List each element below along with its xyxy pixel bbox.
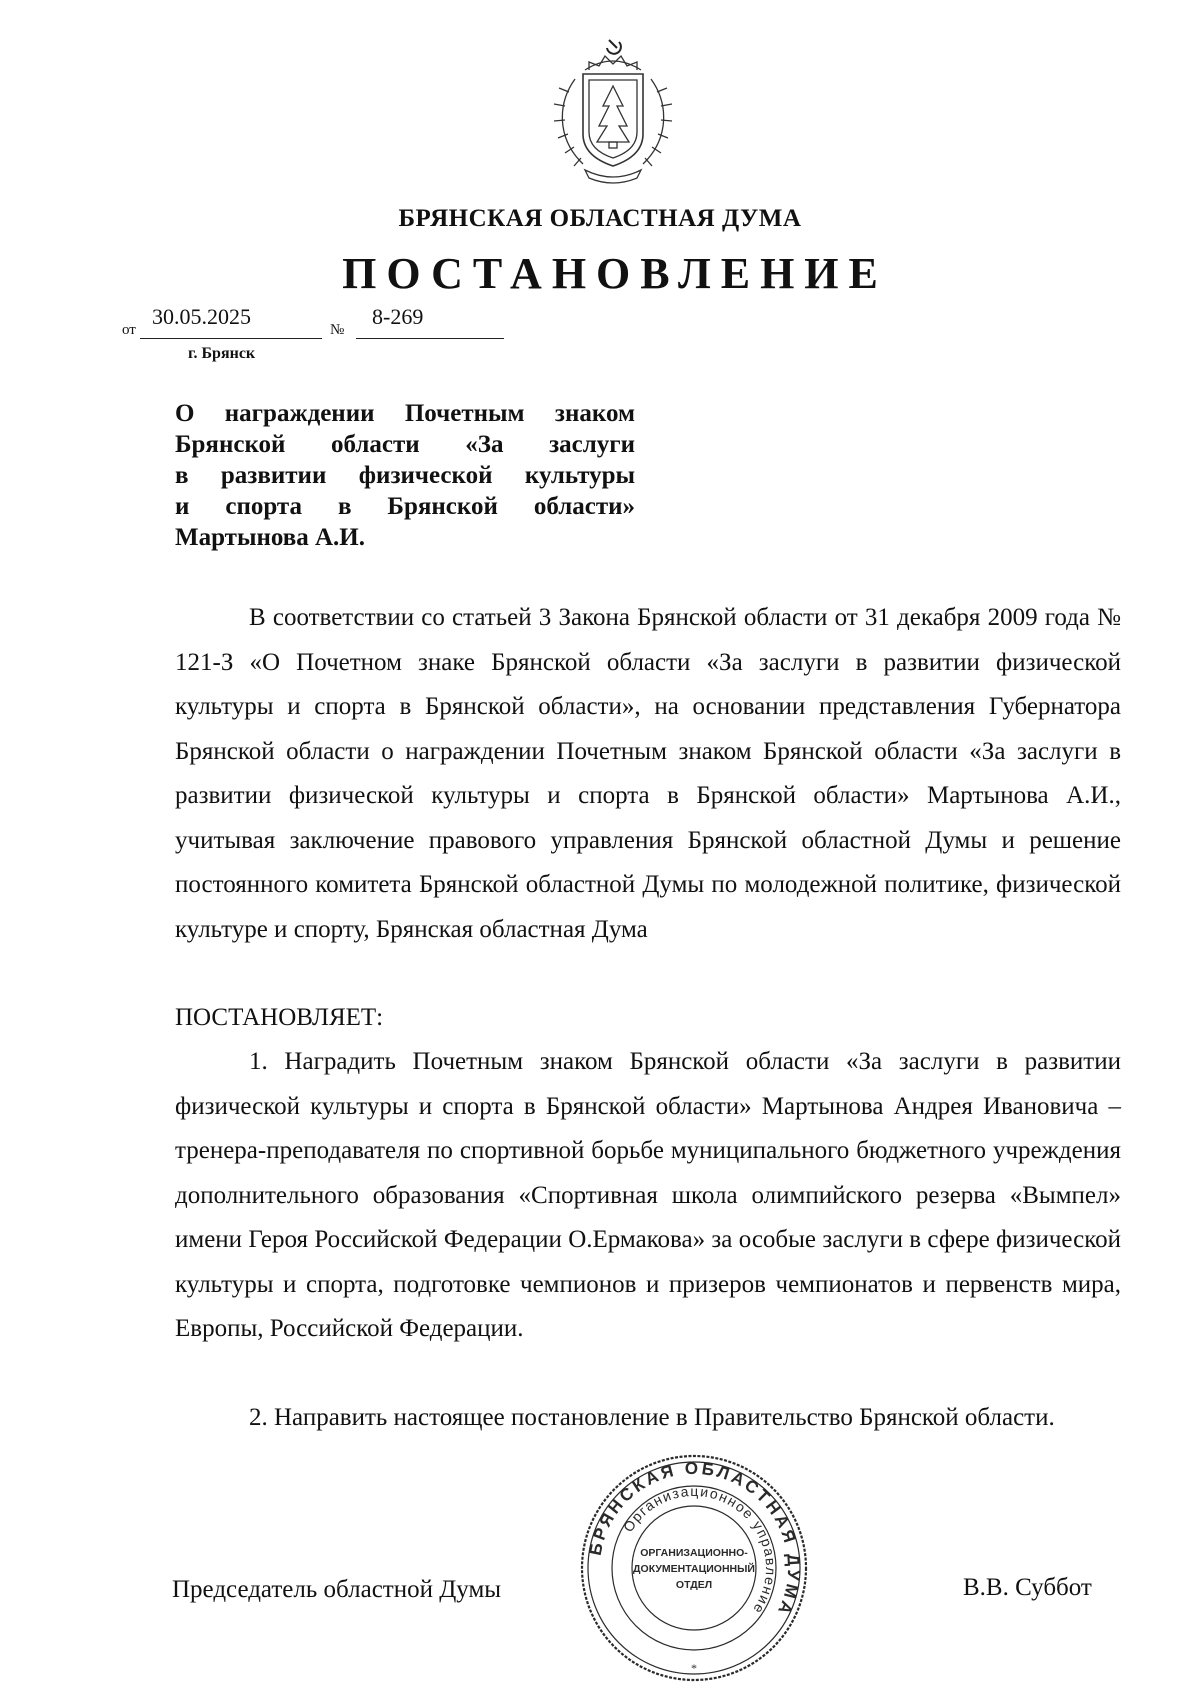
coat-of-arms-emblem xyxy=(545,34,681,184)
document-type: ПОСТАНОВЛЕНИЕ xyxy=(342,249,888,298)
item-2-paragraph xyxy=(175,1396,1121,1441)
subject-line: О награждении Почетным знаком xyxy=(175,400,635,427)
subject-line: Мартынова А.И. xyxy=(175,524,366,551)
seal-center-line: ОРГАНИЗАЦИОННО- xyxy=(640,1547,748,1559)
preamble-text: В соответствии со статьей 3 Закона Брянской области от 31 декабря 2009 года № 121-З «О Почетном знаке Брянской области «За заслуги в развитии физической культуры и спорта в Брянской области», на основании представления Губернатора Брянской области о награждении Почетным знаком Брянской области «За заслуги в развитии физической культуры и спорта в Брянской области» Мартынова А.И., учитывая заключение правового управления Брянской областной Думы и решение постоянного комитета Брянской областной Думы по молодежной политике, физической культуре и спорту, Брянская областная Дума xyxy=(175,604,1121,943)
seal-outer-text: БРЯНСКАЯ ОБЛАСТНАЯ ДУМА xyxy=(585,1458,804,1620)
date-underline xyxy=(140,338,322,339)
signatory-position: Председатель областной Думы xyxy=(172,1576,502,1603)
official-seal-stamp xyxy=(578,1452,810,1684)
seal-center-line: ДОКУМЕНТАЦИОННЫЙ xyxy=(633,1563,755,1575)
seal-middle-text: Организационное управление xyxy=(619,1482,780,1618)
document-date: 30.05.2025 xyxy=(152,304,251,329)
subject-line: в развитии физической культуры xyxy=(175,462,635,489)
city-name: г. Брянск xyxy=(188,345,256,362)
document-number: 8-269 xyxy=(372,304,424,329)
resolves-heading xyxy=(175,996,1121,1041)
subject-line: Брянской области «За заслуги xyxy=(175,431,635,458)
organization-name: БРЯНСКАЯ ОБЛАСТНАЯ ДУМА xyxy=(398,205,802,232)
seal-star-icon: * xyxy=(691,1661,697,1675)
seal-center-line: ОТДЕЛ xyxy=(675,1579,713,1591)
item-1-text: 1. Наградить Почетным знаком Брянской области «За заслуги в развитии физической культуры и спорта в Брянской области» Мартынова Андрея Ивановича – тренера-преподавателя по спортивной борьбе муниципального бюджетного учреждения дополнительного образования «Спортивная школа олимпийского резерва «Вымпел» имени Героя Российской Федерации О.Ермакова» за особые заслуги в сфере физической культуры и спорта, подготовке чемпионов и призеров чемпионатов и первенств мира, Европы, Российской Федерации. xyxy=(175,1048,1121,1342)
preamble-paragraph xyxy=(175,596,1121,952)
number-underline xyxy=(356,338,504,339)
date-prefix: от xyxy=(122,322,136,338)
item-2-text: 2. Направить настоящее постановление в Правительство Брянской области. xyxy=(249,1404,1055,1431)
resolves-text: ПОСТАНОВЛЯЕТ: xyxy=(175,1004,384,1031)
document-subject xyxy=(175,398,635,553)
item-1-paragraph xyxy=(175,1040,1121,1352)
number-sign: № xyxy=(330,322,345,338)
subject-line: и спорта в Брянской области» xyxy=(175,493,635,520)
signatory-name: В.В. Суббот xyxy=(963,1574,1092,1601)
